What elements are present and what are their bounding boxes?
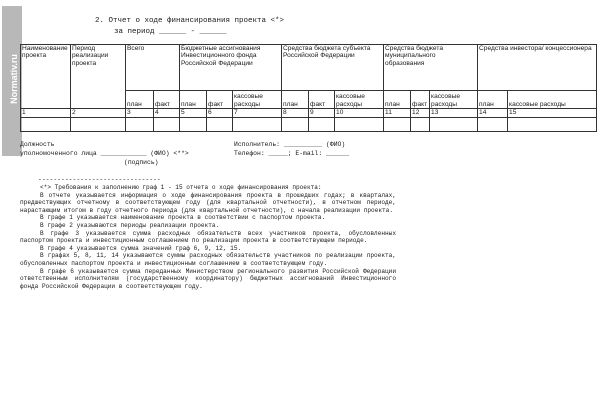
subheader-plan: план xyxy=(478,91,508,109)
col-header-subject: Средства бюджета субъекта Российской Федерации xyxy=(282,45,384,91)
note-paragraph: В отчете указывается информация о ходе финансирования проекта в прошедших годах; в кварталах, предшествующих отчетному в соответствующем году (для квартальной отчетности), в отчетном периоде, нарастающим итогом в году отчетного периода (для квартальной отчетности), с начала реализации проекта. xyxy=(20,191,396,214)
col-header-budget-fund: Бюджетные ассигнования Инвестиционного фонда Российской Федерации xyxy=(180,45,282,91)
subheader-fact: факт xyxy=(154,91,180,109)
contact-line: Телефон: _____; E-mail: ______ xyxy=(234,150,350,157)
note-paragraph: В графе 3 указывается сумма расходных обязательств всех участников проекта, обусловленных паспортом проекта и инвестиционным соглашением по реализации проекта в соответствующем периоде. xyxy=(20,229,396,245)
report-title: 2. Отчет о ходе финансирования проекта <*> xyxy=(95,17,285,25)
subheader-fact: факт xyxy=(207,91,233,109)
subheader-cash: кассовые расходы xyxy=(335,91,384,109)
note-paragraph: В графах 5, 8, 11, 14 указываются суммы расходных обязательств участников по реализации проекта, обусловленных паспортом проекта и инвестиционным соглашением в соответствующем году. xyxy=(20,252,396,267)
signature-position-label: Должность xyxy=(20,141,55,148)
column-number: 7 xyxy=(233,109,282,118)
subheader-plan: план xyxy=(384,91,411,109)
column-number: 4 xyxy=(154,109,180,118)
subheader-fact: факт xyxy=(411,91,430,109)
column-number-row xyxy=(21,109,597,118)
subheader-plan: план xyxy=(282,91,309,109)
column-number: 10 xyxy=(335,109,384,118)
subheader-cash: кассовые расходы xyxy=(233,91,282,109)
subheader-plan: план xyxy=(126,91,154,109)
column-number: 6 xyxy=(207,109,233,118)
column-number: 13 xyxy=(430,109,478,118)
watermark-band xyxy=(2,6,22,156)
note-paragraph: В графе 6 указывается сумма переданных Министерством регионального развития Российской Федерации ответственным исполнителям (государственному координатору) бюджетных ассигнований Инвестиционного фонда Российской Федерации в соответствующем году. xyxy=(20,267,396,290)
header-row xyxy=(21,45,597,91)
col-header-period: Период реализации проекта xyxy=(71,45,126,109)
col-header-investor: Средства инвестора/ концессионера xyxy=(478,45,597,91)
note-paragraph: В графе 2 указываются периоды реализации проекта. xyxy=(40,221,220,229)
col-header-total: Всего xyxy=(126,45,180,91)
notes-block xyxy=(20,184,396,290)
subheader-cash: кассовые расходы xyxy=(430,91,478,109)
subheader-plan: план xyxy=(180,91,207,109)
executor-line: Исполнитель: __________ (ФИО) xyxy=(234,141,346,148)
column-number: 12 xyxy=(411,109,430,118)
col-header-name: Наименование проекта xyxy=(21,45,71,109)
column-number: 14 xyxy=(478,109,508,118)
report-period: за период ______ - ______ xyxy=(114,28,227,36)
column-number: 9 xyxy=(309,109,335,118)
signature-caption: (подпись) xyxy=(124,159,159,166)
notes-separator: -------------------------------- xyxy=(38,176,161,183)
column-number: 5 xyxy=(180,109,207,118)
column-number: 15 xyxy=(508,109,597,118)
note-paragraph: <*> Требования к заполнению граф 1 - 15 отчета о ходе финансирования проекта: xyxy=(40,184,322,191)
subheader-fact: факт xyxy=(309,91,335,109)
column-number: 2 xyxy=(71,109,126,118)
empty-row xyxy=(21,118,597,132)
note-paragraph: В графе 1 указывается наименование проекта в соответствии с паспортом проекта. xyxy=(40,214,326,222)
column-number: 11 xyxy=(384,109,411,118)
note-paragraph: В графе 4 указывается сумма значений граф 6, 9, 12, 15. xyxy=(40,244,242,252)
column-number: 3 xyxy=(126,109,154,118)
subheader-cash: кассовые расходы xyxy=(508,91,597,109)
financing-report-table xyxy=(20,44,597,132)
signature-position-line: уполномоченного лица ____________ (ФИО) <**> xyxy=(20,150,189,157)
column-number: 8 xyxy=(282,109,309,118)
col-header-municipal: Средства бюджета муниципального образования xyxy=(384,45,478,91)
column-number: 1 xyxy=(21,109,71,118)
watermark-text: Normativ.ru xyxy=(9,54,19,104)
